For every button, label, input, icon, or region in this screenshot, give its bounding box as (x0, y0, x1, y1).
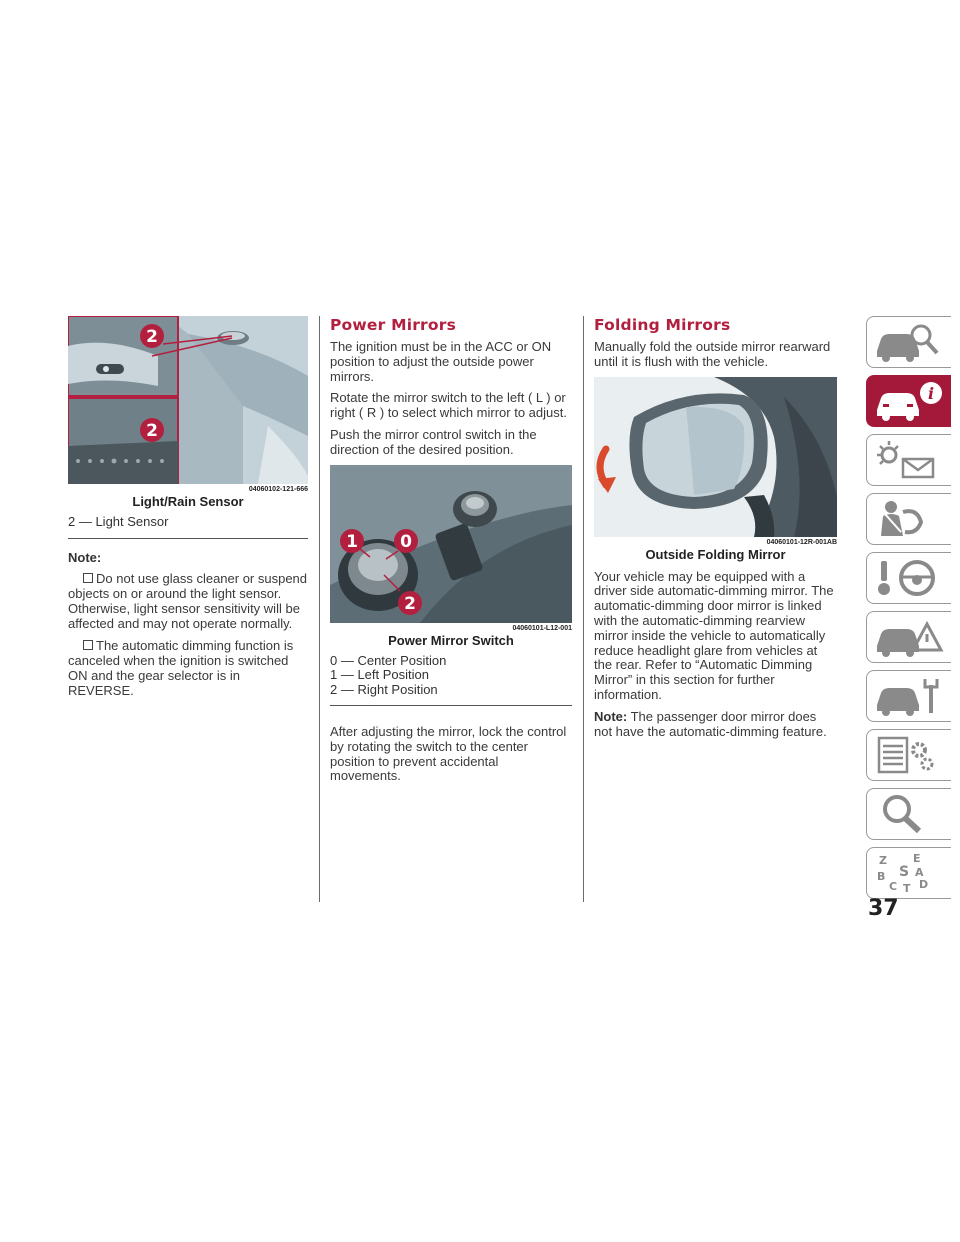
column-divider (583, 316, 584, 902)
note-text: The passenger door mirror does not have the automatic-dimming feature. (594, 708, 827, 739)
paragraph: Push the mirror control switch in the direction of the desired position. (330, 426, 537, 457)
power-mirror-switch-figure (330, 465, 572, 623)
airbag-seatbelt-icon (873, 498, 945, 540)
index-letter: T (903, 882, 911, 894)
chapter-tab-safety[interactable] (866, 493, 951, 545)
light-rain-sensor-figure (68, 316, 308, 484)
note-item (68, 639, 308, 698)
car-magnifier-icon (873, 321, 945, 363)
outside-folding-mirror-illustration (594, 377, 837, 537)
info-glyph: i (927, 384, 935, 403)
note-label: Note: (68, 549, 102, 565)
note-paragraph (594, 710, 837, 740)
figure-code: 04060102-121-666 (248, 486, 308, 493)
paragraph: The ignition must be in the ACC or ON position to adjust the outside power mirrors. (330, 339, 552, 384)
chapter-tab-technical-specs[interactable] (866, 729, 951, 781)
steering-wheel-key-icon (873, 557, 945, 599)
checkbox-bullet-icon (83, 640, 93, 650)
legend-item: 2 — Right Position (330, 681, 438, 697)
car-info-icon (873, 380, 945, 422)
callout-2-top: 2 (146, 327, 158, 347)
index-letter: Z (879, 854, 887, 867)
left-column (68, 316, 308, 707)
figure-legend (68, 515, 308, 530)
power-mirror-switch-illustration (330, 465, 572, 623)
chapter-tabs (866, 316, 960, 906)
chapter-tab-warning-lights[interactable] (866, 434, 951, 486)
index-letter: B (877, 870, 886, 883)
index-letter: E (913, 852, 921, 865)
alphabet-index-icon (873, 852, 945, 894)
note-text: The automatic dimming function is canceled when the ignition is switched ON and the gear selector is in REVERSE. (68, 638, 294, 698)
column-divider (319, 316, 320, 902)
chapter-tab-emergency[interactable] (866, 611, 951, 663)
figure-caption: Power Mirror Switch (388, 632, 514, 648)
paragraph: Manually fold the outside mirror rearward until it is flush with the vehicle. (594, 339, 831, 369)
warning-lights-message-icon (873, 439, 945, 481)
paragraph: Rotate the mirror switch to the left ( L ) or right ( R ) to select which mirror to adjust. (330, 390, 567, 421)
light-rain-sensor-illustration (68, 316, 308, 484)
chapter-tab-servicing[interactable] (866, 670, 951, 722)
chapter-tab-getting-to-know[interactable] (866, 316, 951, 368)
figure-code: 04060101-12R-001AB (766, 538, 837, 546)
figure-legend (330, 654, 572, 698)
legend-item: 2 — Light Sensor (68, 514, 169, 529)
legend-item: 1 — Left Position (330, 667, 429, 683)
note-label: Note: (594, 708, 628, 724)
section-heading-folding-mirrors: Folding Mirrors (594, 316, 731, 334)
chapter-tab-search[interactable] (866, 788, 951, 840)
car-service-wrench-icon (873, 675, 945, 717)
legend-item: 0 — Center Position (330, 652, 447, 668)
figure-caption: Outside Folding Mirror (645, 546, 786, 562)
note-item (68, 572, 308, 631)
right-column (594, 316, 837, 746)
section-heading-power-mirrors: Power Mirrors (330, 316, 457, 334)
spec-list-gear-icon (873, 734, 945, 776)
index-letter: C (889, 880, 898, 893)
chapter-tab-index[interactable] (866, 847, 951, 899)
figure-caption: Light/Rain Sensor (132, 494, 244, 509)
index-letter: D (919, 878, 929, 891)
outside-folding-mirror-figure (594, 377, 837, 537)
search-magnifier-icon (873, 793, 945, 835)
divider (68, 538, 308, 539)
callout-1: 1 (346, 531, 358, 552)
figure-code: 04060101-L12-001 (512, 624, 572, 632)
middle-column (330, 316, 572, 791)
callout-0: 0 (400, 531, 412, 552)
callout-2: 2 (404, 593, 416, 614)
car-breakdown-warning-icon (873, 616, 945, 658)
note-text: Do not use glass cleaner or suspend objects on or around the light sensor. Otherwise, light sensor sensitivity will be affected and may not operate normally. (68, 571, 308, 631)
paragraph: After adjusting the mirror, lock the control by rotating the switch to the center position to prevent accidental movements. (330, 724, 567, 784)
page-number: 37 (868, 896, 899, 921)
index-letter: S (899, 864, 910, 880)
callout-2-bottom: 2 (146, 421, 158, 441)
checkbox-bullet-icon (83, 573, 93, 583)
index-letter: A (915, 866, 924, 879)
chapter-tab-vehicle-info[interactable] (866, 375, 951, 427)
chapter-tab-starting-driving[interactable] (866, 552, 951, 604)
paragraph: Your vehicle may be equipped with a driver side automatic-dimming mirror. The automatic-dimming door mirror is linked with the automatic-dimming rearview mirror inside the vehicle to automatically reduce headlight glare from vehicles at the rear. Refer to “Automatic Dimming Mirror” in this section for further information. (594, 568, 834, 702)
divider (330, 705, 572, 706)
